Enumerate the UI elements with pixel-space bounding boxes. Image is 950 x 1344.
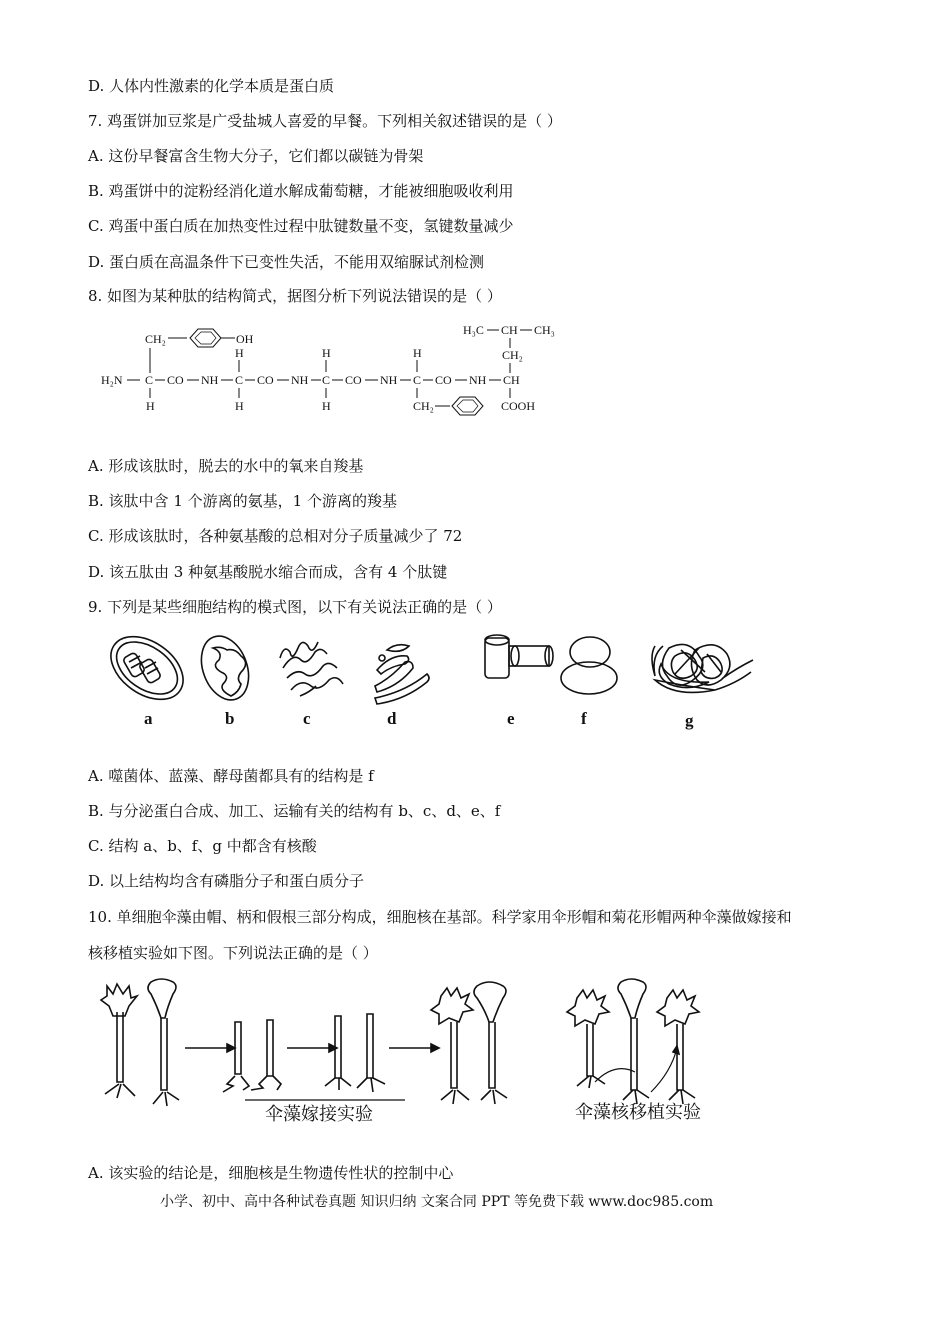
organelle-label-e: e bbox=[507, 709, 515, 728]
organelle-label-d: d bbox=[387, 709, 397, 728]
organelle-e-centriole bbox=[485, 635, 553, 678]
peptide-h3c: H₃C bbox=[463, 323, 484, 337]
peptide-bb-5: NH bbox=[291, 373, 309, 387]
peptide-h-4top: H bbox=[413, 346, 422, 360]
algae-umbrella-cap-left bbox=[148, 979, 179, 1106]
peptide-bb-9: C bbox=[413, 373, 422, 387]
q7-option-b: B. 鸡蛋饼中的淀粉经消化道水解成葡萄糖，才能被细胞吸收利用 bbox=[88, 182, 514, 200]
acetabularia-diagram bbox=[95, 972, 735, 1132]
organelle-diagram bbox=[95, 628, 765, 736]
q7-option-c: C. 鸡蛋中蛋白质在加热变性过程中肽键数量不变，氢键数量减少 bbox=[88, 217, 514, 235]
q8-option-a: A. 形成该肽时，脱去的水中的氧来自羧基 bbox=[88, 457, 364, 475]
peptide-h-3bot: H bbox=[322, 399, 331, 413]
peptide-h-3top: H bbox=[322, 346, 331, 360]
peptide-bb-12: CH bbox=[503, 373, 520, 387]
peptide-h2n: H₂N bbox=[101, 373, 123, 387]
peptide-bb-6: C bbox=[322, 373, 331, 387]
organelle-label-c: c bbox=[303, 709, 311, 728]
q8-option-b: B. 该肽中含 1 个游离的氨基，1 个游离的羧基 bbox=[88, 492, 397, 510]
q10-option-a: A. 该实验的结论是，细胞核是生物遗传性状的控制中心 bbox=[88, 1164, 454, 1182]
peptide-bb-3: C bbox=[235, 373, 244, 387]
peptide-bb-2: NH bbox=[201, 373, 219, 387]
peptide-ch2-phe: CH₂ bbox=[413, 399, 434, 413]
peptide-h-2bot: H bbox=[235, 399, 244, 413]
organelle-label-b: b bbox=[225, 709, 235, 728]
peptide-structure-diagram bbox=[95, 318, 575, 418]
q9-option-d: D. 以上结构均含有磷脂分子和蛋白质分子 bbox=[88, 872, 365, 890]
peptide-h-1bot: H bbox=[146, 399, 155, 413]
q10-stem-line2: 核移植实验如下图。下列说法正确的是（ ） bbox=[88, 944, 378, 962]
q9-option-c: C. 结构 a、b、f、g 中都含有核酸 bbox=[88, 837, 317, 855]
peptide-bb-7: CO bbox=[345, 373, 362, 387]
peptide-ch2-top: CH₂ bbox=[145, 332, 166, 346]
peptide-h-2top: H bbox=[235, 346, 244, 360]
page-footer: 小学、初中、高中各种试卷真题 知识归纳 文案合同 PPT 等免费下载 www.doc985.com bbox=[160, 1194, 714, 1210]
organelle-a-chloroplast bbox=[99, 628, 194, 712]
peptide-bb-11: NH bbox=[469, 373, 487, 387]
peptide-bb-0: C bbox=[145, 373, 154, 387]
q9-stem: 9. 下列是某些细胞结构的模式图，以下有关说法正确的是（ ） bbox=[88, 598, 502, 616]
organelle-g-nucleus bbox=[652, 644, 753, 692]
peptide-ch3: CH₃ bbox=[534, 323, 555, 337]
q8-option-c: C. 形成该肽时，各种氨基酸的总相对分子质量减少了 72 bbox=[88, 527, 463, 545]
peptide-ch-branch: CH bbox=[501, 323, 518, 337]
peptide-bb-4: CO bbox=[257, 373, 274, 387]
graft-experiment-caption: 伞藻嫁接实验 bbox=[265, 1104, 373, 1124]
q8-option-d: D. 该五肽由 3 种氨基酸脱水缩合而成，含有 4 个肽键 bbox=[88, 563, 448, 581]
q7-option-d: D. 蛋白质在高温条件下已变性失活，不能用双缩脲试剂检测 bbox=[88, 253, 485, 271]
organelle-f-ribosome bbox=[561, 637, 617, 694]
organelle-d-golgi bbox=[375, 645, 429, 704]
organelle-b-mitochondrion bbox=[193, 629, 257, 706]
transplant-experiment-caption: 伞藻核移植实验 bbox=[575, 1102, 701, 1122]
organelle-label-a: a bbox=[144, 709, 153, 728]
peptide-bb-8: NH bbox=[380, 373, 398, 387]
peptide-bb-1: CO bbox=[167, 373, 184, 387]
q8-stem: 8. 如图为某种肽的结构简式，据图分析下列说法错误的是（ ） bbox=[88, 287, 502, 305]
peptide-bb-10: CO bbox=[435, 373, 452, 387]
q9-option-b: B. 与分泌蛋白合成、加工、运输有关的结构有 b、c、d、e、f bbox=[88, 802, 501, 820]
q9-option-a: A. 噬菌体、蓝藻、酵母菌都具有的结构是 f bbox=[88, 767, 374, 785]
organelle-c-er bbox=[280, 642, 343, 696]
organelle-label-g: g bbox=[685, 711, 694, 730]
algae-flower-cap-left bbox=[101, 984, 137, 1098]
peptide-cooh: COOH bbox=[501, 399, 536, 413]
peptide-oh: OH bbox=[236, 332, 254, 346]
q6-option-d: D. 人体内性激素的化学本质是蛋白质 bbox=[88, 77, 335, 95]
q7-option-a: A. 这份早餐富含生物大分子，它们都以碳链为骨架 bbox=[88, 147, 424, 165]
organelle-label-f: f bbox=[581, 709, 587, 728]
q10-stem-line1: 10. 单细胞伞藻由帽、柄和假根三部分构成，细胞核在基部。科学家用伞形帽和菊花形帽两种伞藻做嫁接和 bbox=[88, 908, 792, 926]
q7-stem: 7. 鸡蛋饼加豆浆是广受盐城人喜爱的早餐。下列相关叙述错误的是（ ） bbox=[88, 112, 562, 130]
peptide-ch2-leu: CH₂ bbox=[502, 348, 523, 362]
